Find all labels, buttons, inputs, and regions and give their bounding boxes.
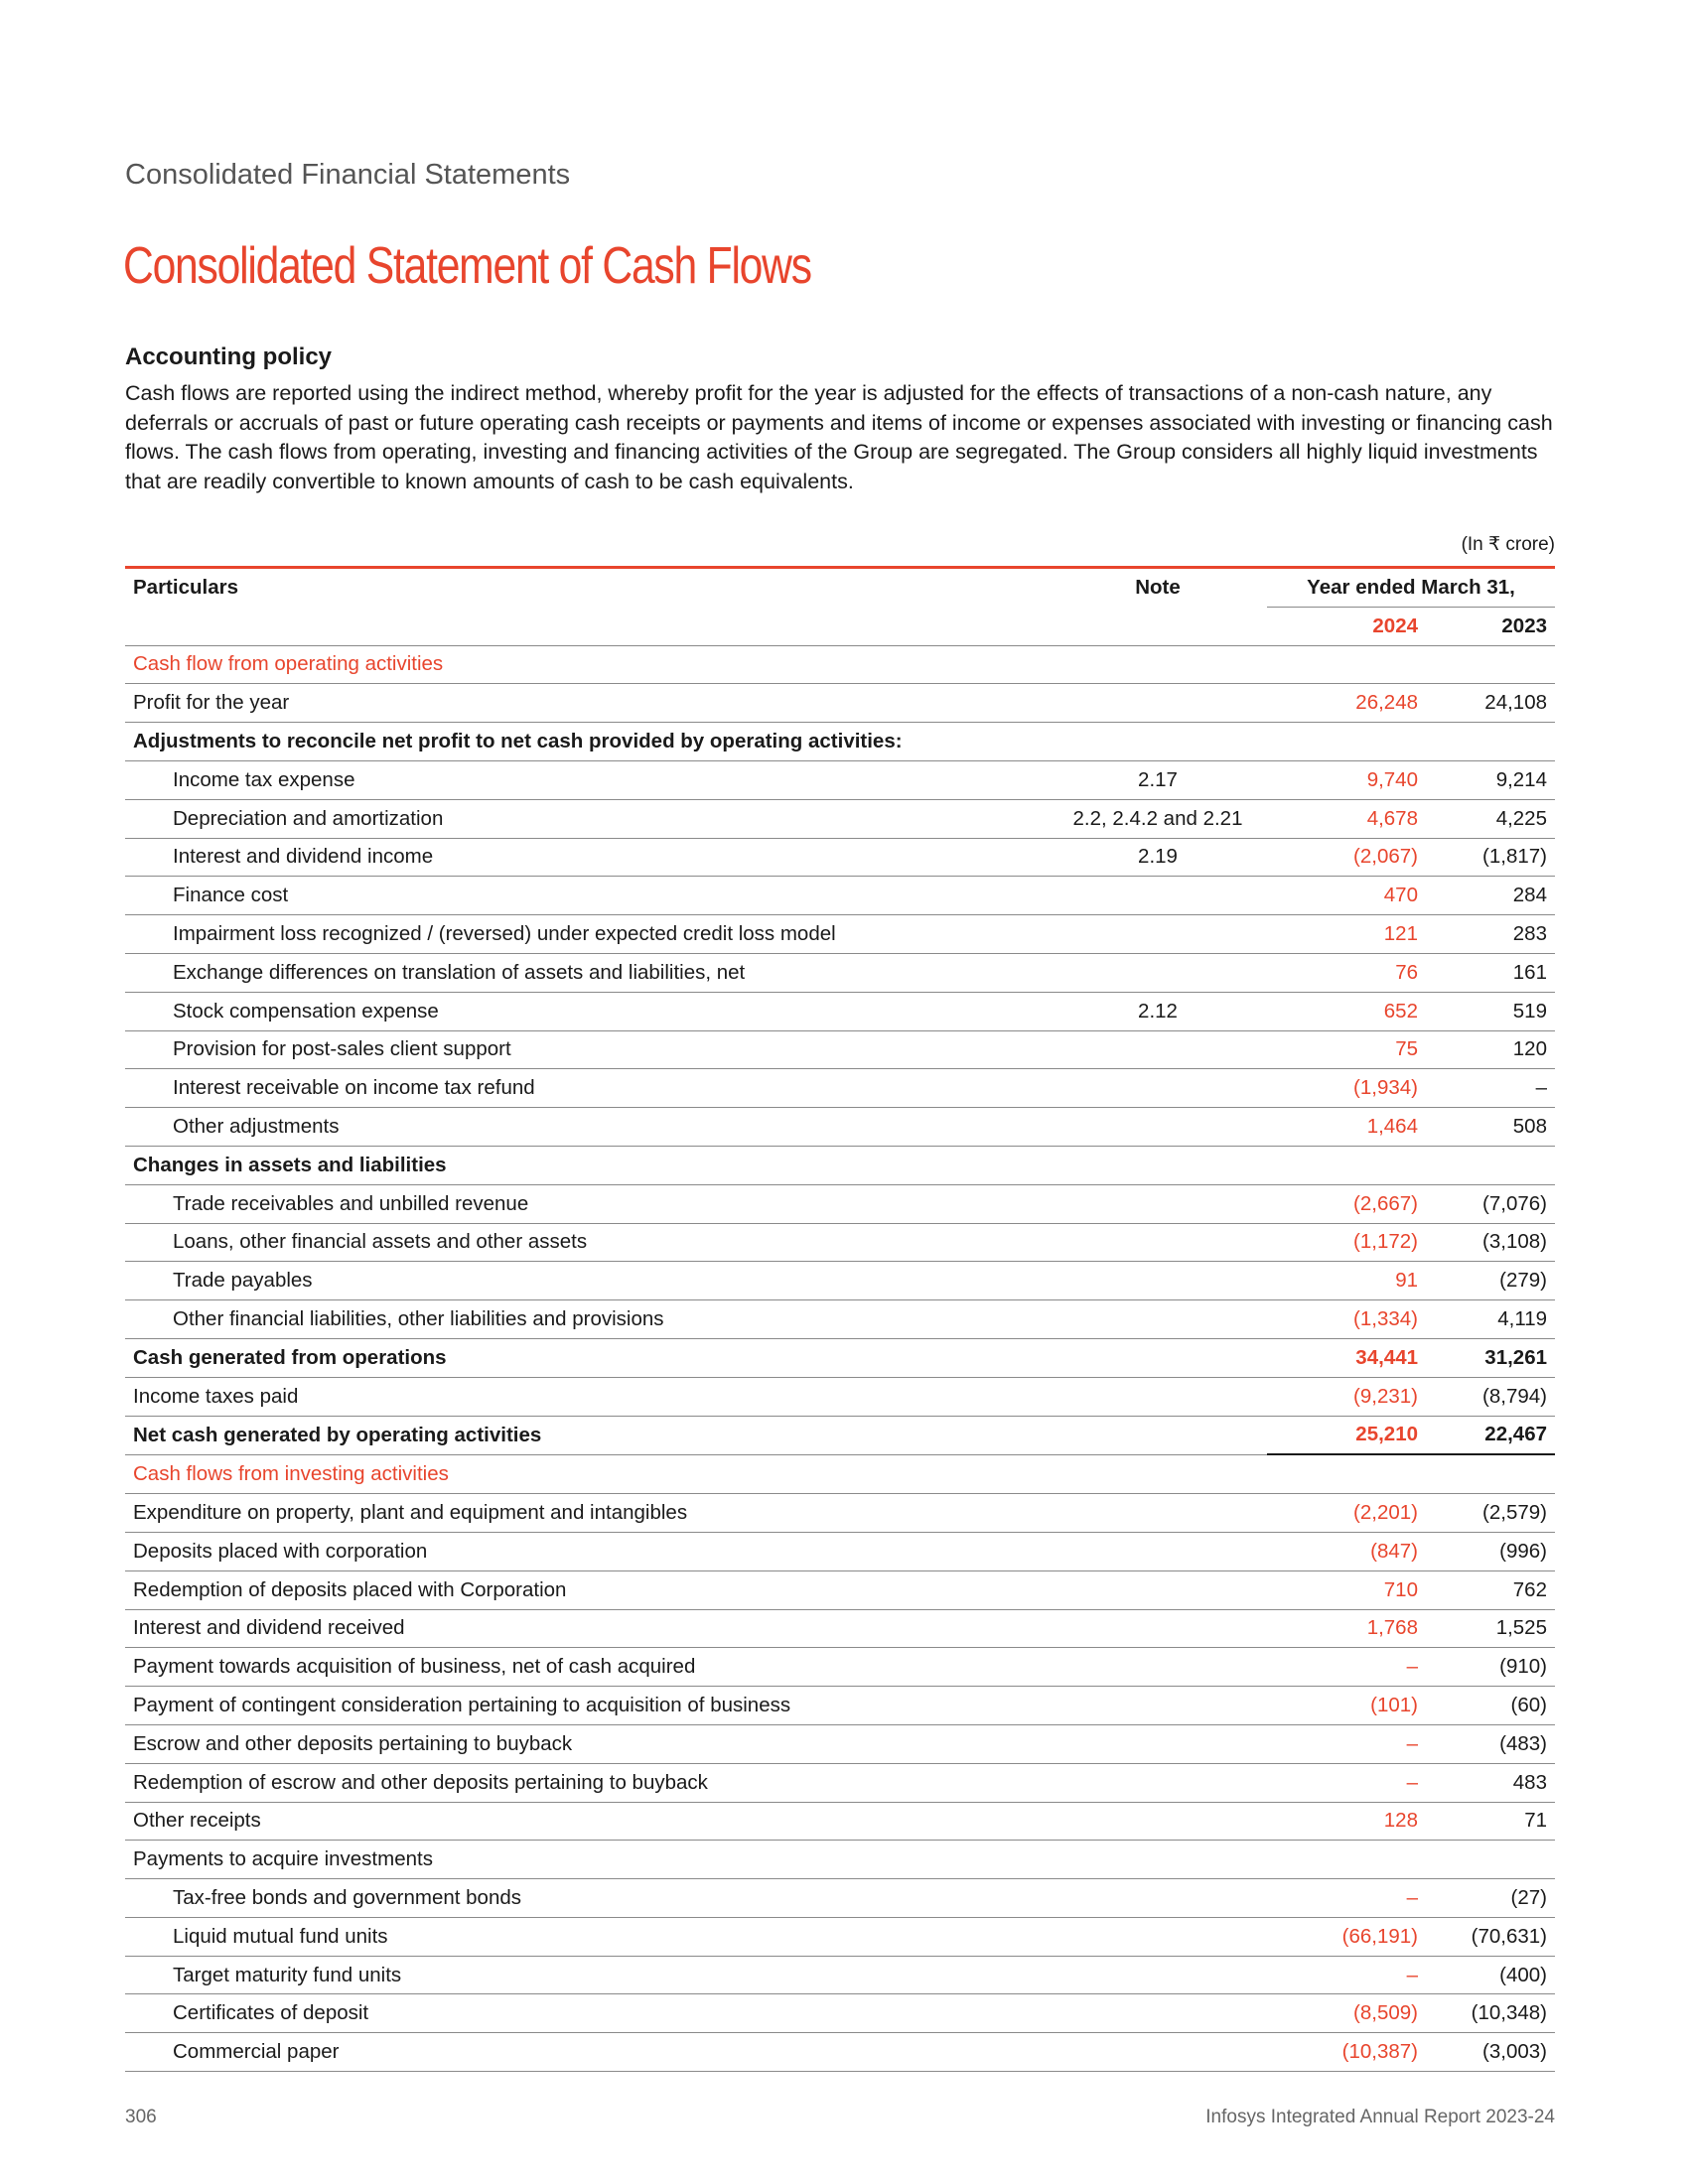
row-note	[1049, 1069, 1267, 1108]
row-note	[1049, 1879, 1267, 1918]
row-label: Impairment loss recognized / (reversed) under expected credit loss model	[125, 915, 1049, 954]
table-row	[125, 1300, 1555, 1339]
row-value-2023: (996)	[1426, 1532, 1555, 1570]
row-label: Cash generated from operations	[125, 1338, 1049, 1377]
table-row	[125, 1338, 1555, 1377]
row-label: Target maturity fund units	[125, 1956, 1049, 1994]
table-row	[125, 1841, 1555, 1879]
row-value-2024: 76	[1267, 953, 1426, 992]
row-label: Changes in assets and liabilities	[125, 1146, 1049, 1184]
row-note	[1049, 1802, 1267, 1841]
row-value-2023: 483	[1426, 1763, 1555, 1802]
years-spacer	[1049, 607, 1267, 645]
row-value-2024: (2,201)	[1267, 1494, 1426, 1533]
row-label: Other financial liabilities, other liabilities and provisions	[125, 1300, 1049, 1339]
row-value-2023: 71	[1426, 1802, 1555, 1841]
table-row	[125, 1108, 1555, 1147]
table-row	[125, 645, 1555, 684]
row-value-2023: 1,525	[1426, 1609, 1555, 1648]
row-value-2024	[1267, 1841, 1426, 1879]
row-value-2023: (27)	[1426, 1879, 1555, 1918]
table-row	[125, 1648, 1555, 1687]
table-row	[125, 1802, 1555, 1841]
table-years-row	[125, 607, 1555, 645]
row-value-2024: (847)	[1267, 1532, 1426, 1570]
row-value-2023	[1426, 645, 1555, 684]
table-row	[125, 877, 1555, 915]
row-value-2023: 284	[1426, 877, 1555, 915]
table-row	[125, 992, 1555, 1030]
row-value-2024: –	[1267, 1724, 1426, 1763]
row-value-2024	[1267, 645, 1426, 684]
table-row	[125, 953, 1555, 992]
row-value-2023: (3,108)	[1426, 1223, 1555, 1262]
row-note	[1049, 1223, 1267, 1262]
row-label: Profit for the year	[125, 684, 1049, 723]
table-row	[125, 838, 1555, 877]
table-row	[125, 1956, 1555, 1994]
row-label: Trade payables	[125, 1262, 1049, 1300]
row-label: Other receipts	[125, 1802, 1049, 1841]
row-label: Redemption of deposits placed with Corporation	[125, 1570, 1049, 1609]
row-value-2023: (910)	[1426, 1648, 1555, 1687]
row-note	[1049, 1030, 1267, 1069]
row-value-2024: (66,191)	[1267, 1917, 1426, 1956]
table-row	[125, 1223, 1555, 1262]
header-year-2023: 2023	[1426, 607, 1555, 645]
row-note	[1049, 1609, 1267, 1648]
row-label: Exchange differences on translation of assets and liabilities, net	[125, 953, 1049, 992]
row-label: Net cash generated by operating activities	[125, 1416, 1049, 1454]
page-number: 306	[125, 2107, 157, 2127]
row-value-2024: 710	[1267, 1570, 1426, 1609]
row-value-2023	[1426, 1841, 1555, 1879]
table-row	[125, 1454, 1555, 1493]
row-value-2024: (8,509)	[1267, 1994, 1426, 2033]
row-value-2024: 470	[1267, 877, 1426, 915]
row-label: Depreciation and amortization	[125, 799, 1049, 838]
row-label: Loans, other financial assets and other assets	[125, 1223, 1049, 1262]
row-value-2024: (2,667)	[1267, 1184, 1426, 1223]
row-value-2023: 31,261	[1426, 1338, 1555, 1377]
row-note	[1049, 1570, 1267, 1609]
header-year-2024: 2024	[1267, 607, 1426, 645]
row-value-2024: 25,210	[1267, 1416, 1426, 1454]
row-note	[1049, 1917, 1267, 1956]
row-label: Finance cost	[125, 877, 1049, 915]
table-header-row	[125, 569, 1555, 607]
row-label: Deposits placed with corporation	[125, 1532, 1049, 1570]
row-value-2024: (1,934)	[1267, 1069, 1426, 1108]
table-row	[125, 1262, 1555, 1300]
table-row	[125, 1069, 1555, 1108]
table-row	[125, 1146, 1555, 1184]
table-row	[125, 1879, 1555, 1918]
row-value-2024: (10,387)	[1267, 2033, 1426, 2072]
table-row	[125, 799, 1555, 838]
row-label: Interest and dividend received	[125, 1609, 1049, 1648]
row-value-2023	[1426, 1146, 1555, 1184]
row-value-2023: (3,003)	[1426, 2033, 1555, 2072]
row-note	[1049, 1763, 1267, 1802]
row-value-2023	[1426, 723, 1555, 761]
table-row	[125, 1030, 1555, 1069]
row-note	[1049, 645, 1267, 684]
row-value-2024: 4,678	[1267, 799, 1426, 838]
row-note	[1049, 1146, 1267, 1184]
row-value-2024: –	[1267, 1879, 1426, 1918]
row-note	[1049, 1108, 1267, 1147]
table-row	[125, 1377, 1555, 1416]
row-note: 2.17	[1049, 760, 1267, 799]
row-label: Escrow and other deposits pertaining to buyback	[125, 1724, 1049, 1763]
table-row	[125, 2033, 1555, 2072]
table-row	[125, 1687, 1555, 1725]
row-note: 2.19	[1049, 838, 1267, 877]
table-row	[125, 1994, 1555, 2033]
row-value-2023: (8,794)	[1426, 1377, 1555, 1416]
row-value-2024: –	[1267, 1956, 1426, 1994]
row-value-2024: 1,768	[1267, 1609, 1426, 1648]
header-note: Note	[1135, 576, 1181, 600]
table-row	[125, 1763, 1555, 1802]
row-value-2023: (2,579)	[1426, 1494, 1555, 1533]
row-value-2024: (1,334)	[1267, 1300, 1426, 1339]
table-row	[125, 1184, 1555, 1223]
row-note	[1049, 1300, 1267, 1339]
row-value-2023: 9,214	[1426, 760, 1555, 799]
row-note	[1049, 684, 1267, 723]
row-value-2024: 34,441	[1267, 1338, 1426, 1377]
row-label: Provision for post-sales client support	[125, 1030, 1049, 1069]
table-row	[125, 1570, 1555, 1609]
row-value-2024: (2,067)	[1267, 838, 1426, 877]
row-note	[1049, 1416, 1267, 1454]
row-value-2024: 1,464	[1267, 1108, 1426, 1147]
row-value-2023: 22,467	[1426, 1416, 1555, 1454]
row-value-2024: –	[1267, 1763, 1426, 1802]
row-label: Cash flows from investing activities	[125, 1454, 1049, 1493]
row-label: Income taxes paid	[125, 1377, 1049, 1416]
row-note: 2.12	[1049, 992, 1267, 1030]
table-row	[125, 684, 1555, 723]
row-label: Redemption of escrow and other deposits pertaining to buyback	[125, 1763, 1049, 1802]
row-value-2023	[1426, 1454, 1555, 1493]
row-value-2024: –	[1267, 1648, 1426, 1687]
row-note	[1049, 1184, 1267, 1223]
row-note	[1049, 1262, 1267, 1300]
row-note	[1049, 915, 1267, 954]
row-note	[1049, 1532, 1267, 1570]
row-value-2023: 283	[1426, 915, 1555, 954]
row-value-2024: 128	[1267, 1802, 1426, 1841]
row-label: Cash flow from operating activities	[125, 645, 1049, 684]
row-label: Expenditure on property, plant and equipment and intangibles	[125, 1494, 1049, 1533]
row-label: Payment towards acquisition of business, net of cash acquired	[125, 1648, 1049, 1687]
row-note	[1049, 1377, 1267, 1416]
row-label: Income tax expense	[125, 760, 1049, 799]
table-row	[125, 1494, 1555, 1533]
row-note	[1049, 1454, 1267, 1493]
row-value-2023: 519	[1426, 992, 1555, 1030]
row-label: Trade receivables and unbilled revenue	[125, 1184, 1049, 1223]
policy-text: Cash flows are reported using the indirect method, whereby profit for the year is adjusted for the effects of transactions of a non-cash nature, any deferrals or accruals of past or future operating cash receipts or payments and items of income or expenses associated with investing or financing cash flows. The cash flows from operating, investing and financing activities of the Group are segregated. The Group considers all highly liquid investments that are readily convertible to known amounts of cash to be cash equivalents.	[125, 381, 1553, 493]
row-value-2024: (101)	[1267, 1687, 1426, 1725]
row-value-2024: (1,172)	[1267, 1223, 1426, 1262]
row-note	[1049, 1724, 1267, 1763]
section-label: Consolidated Financial Statements	[125, 159, 571, 191]
row-note	[1049, 953, 1267, 992]
row-note	[1049, 1687, 1267, 1725]
row-value-2023: (10,348)	[1426, 1994, 1555, 2033]
row-note: 2.2, 2.4.2 and 2.21	[1049, 799, 1267, 838]
table-row	[125, 1724, 1555, 1763]
policy-heading: Accounting policy	[125, 343, 333, 370]
row-note	[1049, 1841, 1267, 1879]
row-label: Interest receivable on income tax refund	[125, 1069, 1049, 1108]
row-value-2023: (279)	[1426, 1262, 1555, 1300]
row-label: Payments to acquire investments	[125, 1841, 1049, 1879]
table-row	[125, 1416, 1555, 1454]
row-note	[1049, 1494, 1267, 1533]
header-particulars: Particulars	[133, 576, 238, 600]
row-value-2024: 9,740	[1267, 760, 1426, 799]
row-label: Adjustments to reconcile net profit to net cash provided by operating activities:	[125, 723, 1049, 761]
row-note	[1049, 1994, 1267, 2033]
row-value-2024	[1267, 1454, 1426, 1493]
row-value-2024: 26,248	[1267, 684, 1426, 723]
row-note	[1049, 1648, 1267, 1687]
row-label: Certificates of deposit	[125, 1994, 1049, 2033]
row-note	[1049, 2033, 1267, 2072]
row-note	[1049, 877, 1267, 915]
row-value-2023: 4,225	[1426, 799, 1555, 838]
row-label: Other adjustments	[125, 1108, 1049, 1147]
row-value-2024: 652	[1267, 992, 1426, 1030]
row-value-2023: 24,108	[1426, 684, 1555, 723]
row-value-2023: 4,119	[1426, 1300, 1555, 1339]
row-value-2023: (70,631)	[1426, 1917, 1555, 1956]
table-row	[125, 723, 1555, 761]
row-value-2024: 91	[1267, 1262, 1426, 1300]
row-value-2023: –	[1426, 1069, 1555, 1108]
row-value-2023: 120	[1426, 1030, 1555, 1069]
header-year-group: Year ended March 31,	[1267, 569, 1555, 607]
report-name: Infosys Integrated Annual Report 2023-24	[1205, 2107, 1555, 2127]
row-value-2023: (7,076)	[1426, 1184, 1555, 1223]
row-value-2024	[1267, 1146, 1426, 1184]
table-row	[125, 1532, 1555, 1570]
row-label: Commercial paper	[125, 2033, 1049, 2072]
row-label: Liquid mutual fund units	[125, 1917, 1049, 1956]
page-title: Consolidated Statement of Cash Flows	[123, 237, 811, 295]
row-value-2024: (9,231)	[1267, 1377, 1426, 1416]
row-value-2023: 161	[1426, 953, 1555, 992]
row-label: Tax-free bonds and government bonds	[125, 1879, 1049, 1918]
row-value-2023: (1,817)	[1426, 838, 1555, 877]
row-label: Interest and dividend income	[125, 838, 1049, 877]
row-value-2023: (483)	[1426, 1724, 1555, 1763]
row-label: Stock compensation expense	[125, 992, 1049, 1030]
row-value-2023: 508	[1426, 1108, 1555, 1147]
row-note	[1049, 723, 1267, 761]
cash-flow-table	[125, 566, 1555, 2072]
table-row	[125, 760, 1555, 799]
row-label: Payment of contingent consideration pertaining to acquisition of business	[125, 1687, 1049, 1725]
row-value-2024	[1267, 723, 1426, 761]
row-note	[1049, 1338, 1267, 1377]
table-row	[125, 1917, 1555, 1956]
table-row	[125, 915, 1555, 954]
table-row	[125, 1609, 1555, 1648]
row-value-2024: 121	[1267, 915, 1426, 954]
unit-note: (In ₹ crore)	[1461, 534, 1555, 555]
row-note	[1049, 1956, 1267, 1994]
years-spacer	[125, 607, 1049, 645]
row-value-2023: 762	[1426, 1570, 1555, 1609]
row-value-2024: 75	[1267, 1030, 1426, 1069]
row-value-2023: (60)	[1426, 1687, 1555, 1725]
row-value-2023: (400)	[1426, 1956, 1555, 1994]
